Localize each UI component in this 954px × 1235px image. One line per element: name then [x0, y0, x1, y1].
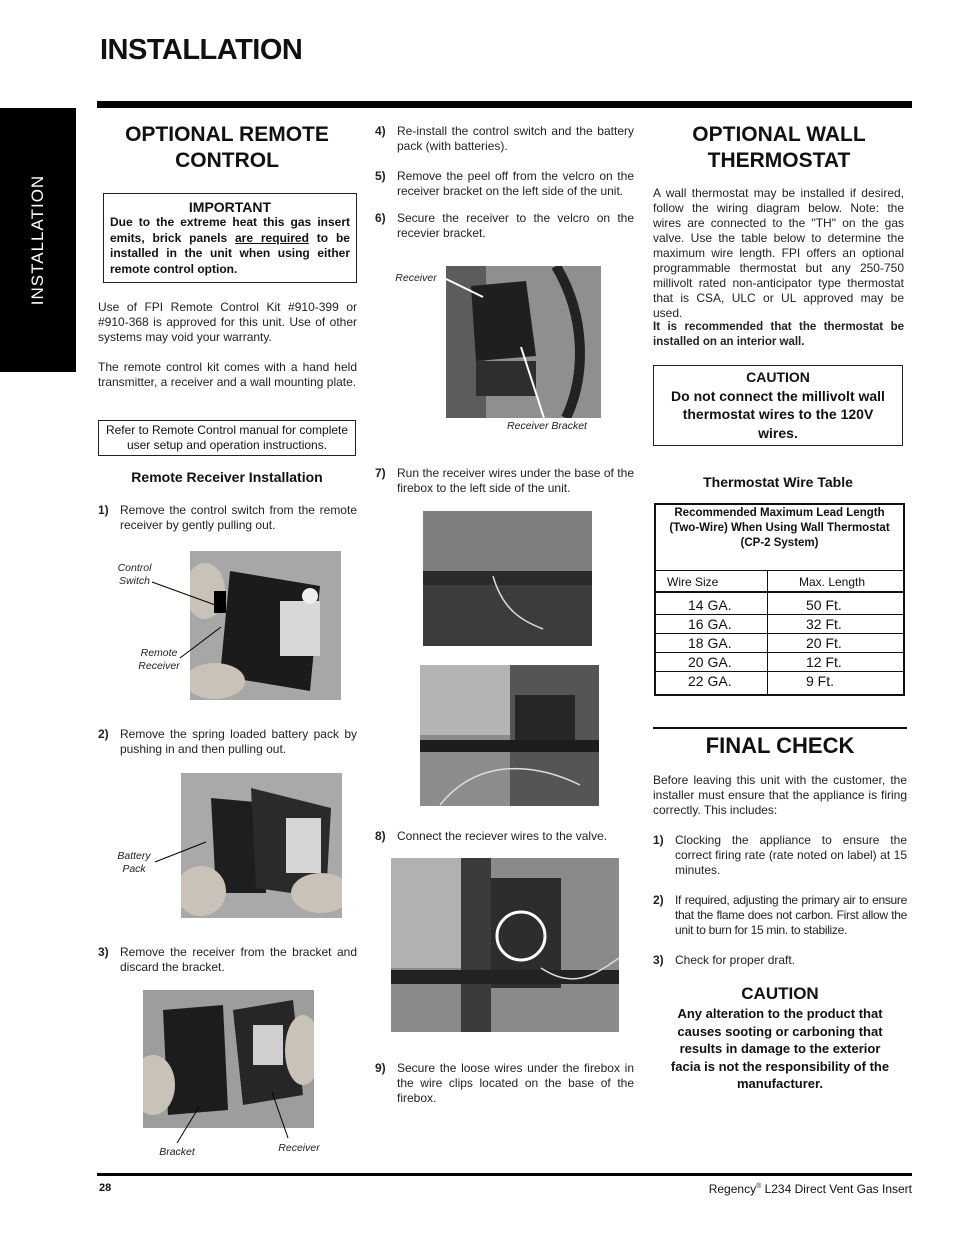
wall-thermostat-heading: OPTIONAL WALL THERMOSTAT — [692, 123, 866, 172]
col-wire-size: Wire Size — [667, 575, 719, 589]
final-check-para: Before leaving this unit with the customer, the installer must ensure that the appliance is firing correctly. This includes: — [653, 773, 907, 817]
final-check-heading: FINAL CHECK — [705, 733, 855, 758]
top-rule — [97, 101, 912, 108]
caption-receiver-1: Receiver — [278, 1142, 320, 1154]
caption-receiver-bracket: Receiver Bracket — [507, 420, 587, 432]
caution-title: CAUTION — [746, 369, 810, 385]
step-4: 4) Re-install the control switch and the battery pack (with batteries). — [375, 124, 634, 153]
photo-wires-firebox — [423, 511, 592, 646]
table-header-text: Recommended Maximum Lead Length (Two-Wire) When Using Wall Thermostat (CP-2 System) — [669, 507, 890, 549]
wire-size-cell: 14 GA. — [688, 597, 732, 613]
caution-text: Do not connect the millivolt wall thermostat wires to the 120V wires. — [671, 387, 885, 441]
final-check-2: 2) If required, adjusting the primary air to ensure that the flame does not carbon. First allow the unit to burn for 15 min. to stabilize. — [653, 893, 907, 937]
caption-battery-pack: Battery Pack — [117, 850, 151, 875]
final-check-rule — [653, 727, 907, 729]
leader-line-receiver-1 — [268, 1090, 293, 1140]
receiver-subheading: Remote Receiver Installation — [131, 469, 323, 485]
step-5: 5) Remove the peel off from the velcro on the receiver bracket on the left side of the unit. — [375, 169, 634, 198]
max-length-cell: 50 Ft. — [806, 597, 842, 613]
leader-line-bracket — [172, 1105, 202, 1145]
wire-rows — [656, 596, 903, 694]
wire-size-cell: 16 GA. — [688, 616, 732, 632]
max-length-cell: 12 Ft. — [806, 654, 842, 670]
leader-line-remote-receiver — [178, 625, 223, 660]
thermostat-wire-table — [654, 503, 905, 696]
wire-size-cell: 18 GA. — [688, 635, 732, 651]
table-row — [656, 596, 904, 615]
remote-para-1: Use of FPI Remote Control Kit #910-399 or #910-368 is approved for this unit. Use of other systems may void your warranty. — [98, 300, 357, 344]
caption-bracket: Bracket — [159, 1146, 195, 1158]
refer-box: Refer to Remote Control manual for complete user setup and operation instructions. — [98, 420, 356, 456]
footer-product: Regency® L234 Direct Vent Gas Insert — [708, 1182, 912, 1196]
table-row — [656, 634, 904, 653]
final-check-3: 3) Check for proper draft. — [653, 953, 796, 967]
wire-size-cell: 22 GA. — [688, 673, 732, 689]
caution-2-text: Any alteration to the product that causes sooting or carboning that results in damage to the exterior facia is not the responsibility of the manufacturer. — [670, 1006, 890, 1091]
wire-table-title: Thermostat Wire Table — [703, 474, 853, 490]
important-box — [103, 193, 357, 283]
caption-remote-receiver: Remote Receiver — [138, 647, 180, 672]
leader-line-control-switch — [150, 580, 220, 610]
final-check-1: 1) Clocking the appliance to ensure the correct firing rate (rate noted on label) at 15 minutes. — [653, 833, 907, 877]
table-row — [656, 653, 904, 672]
caption-receiver-2: Receiver — [395, 272, 437, 284]
important-title: IMPORTANT — [188, 199, 272, 215]
step-7: 7) Run the receiver wires under the base of the firebox to the left side of the unit. — [375, 466, 634, 495]
remote-para-2: The remote control kit comes with a hand held transmitter, a receiver and a wall mounting plate. — [98, 360, 357, 389]
step-1: 1) Remove the control switch from the remote receiver by gently pulling out. — [98, 503, 357, 532]
photo-wires-valve-area — [420, 665, 599, 806]
table-row — [656, 615, 904, 634]
side-tab-label: INSTALLATION — [28, 174, 47, 306]
thermostat-para-1: A wall thermostat may be installed if desired, follow the wiring diagram below. Note: the wires are connected to the "TH" on the gas valve. Use the table below to determine the maximum wire length. FPI offers an optional programmable thermostat but any 250-750 millivolt rated non-anticipator type thermostat that is CSA, ULC or UL approved may be used. — [653, 186, 904, 320]
remote-control-heading: OPTIONAL REMOTE CONTROL — [125, 123, 329, 172]
bottom-rule — [97, 1173, 912, 1176]
max-length-cell: 32 Ft. — [806, 616, 842, 632]
caution-2-title: CAUTION — [741, 984, 819, 1003]
table-row — [656, 672, 904, 691]
max-length-cell: 9 Ft. — [806, 673, 835, 689]
side-tab — [0, 108, 76, 372]
caption-control-switch: Control Switch — [117, 562, 152, 587]
step-8: 8) Connect the reciever wires to the valve. — [375, 829, 608, 843]
caution-box — [653, 365, 903, 446]
max-length-cell: 20 Ft. — [806, 635, 842, 651]
leader-line-battery-pack — [153, 840, 208, 865]
col-max-length: Max. Length — [799, 575, 866, 589]
step-2: 2) Remove the spring loaded battery pack by pushing in and then pulling out. — [98, 727, 357, 756]
step-6: 6) Secure the receiver to the velcro on the recevier bracket. — [375, 211, 634, 240]
step-9: 9) Secure the loose wires under the firebox in the wire clips located on the base of the firebox. — [375, 1061, 634, 1105]
wire-size-cell: 20 GA. — [688, 654, 732, 670]
step-3: 3) Remove the receiver from the bracket and discard the bracket. — [98, 945, 357, 974]
page-number: 28 — [99, 1182, 112, 1194]
leader-line-receiver-bracket — [518, 345, 548, 420]
page-title: INSTALLATION — [100, 34, 303, 66]
photo-valve-connection — [391, 858, 619, 1032]
important-text: Due to the extreme heat this gas insert emits, brick panels are required to be installed in the unit when using either remote control option. — [110, 215, 350, 276]
thermostat-para-2: It is recommended that the thermostat be installed on an interior wall. — [653, 321, 904, 348]
leader-line-receiver-2 — [440, 275, 485, 300]
